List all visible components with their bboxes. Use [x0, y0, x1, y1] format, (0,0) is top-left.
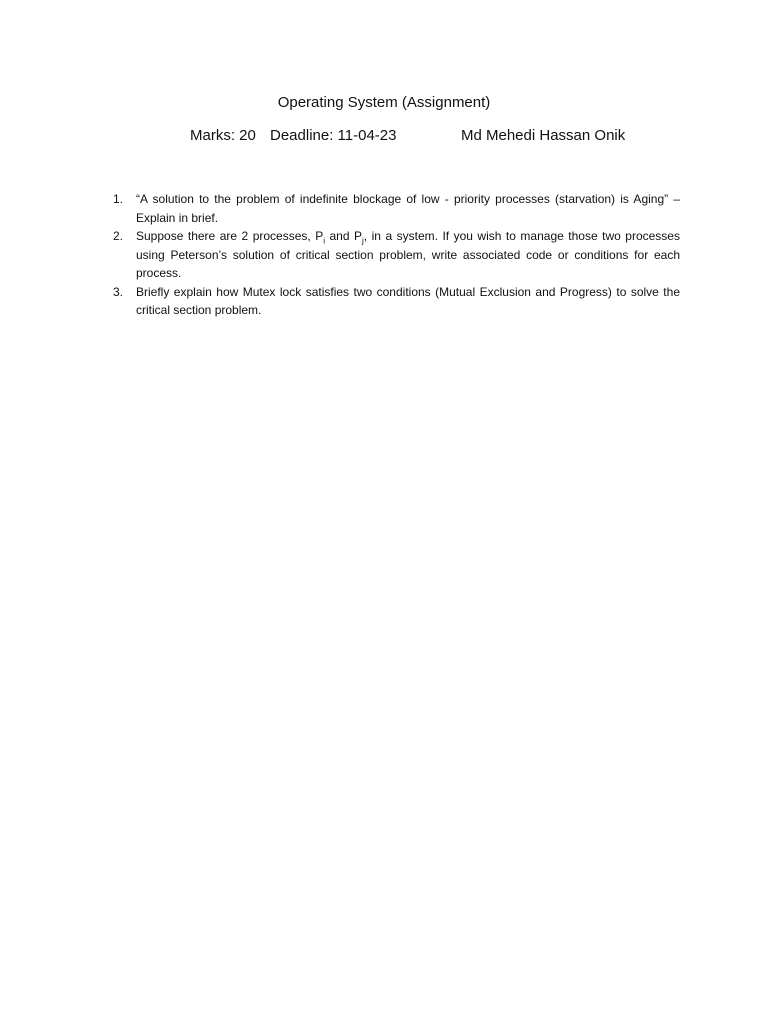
question-text-part: Suppose there are 2 processes, P — [136, 229, 324, 243]
question-text — [136, 229, 680, 280]
question-text-part: and P — [325, 229, 363, 243]
question-item — [106, 190, 680, 227]
deadline-label: Deadline: 11-04-23 — [270, 127, 397, 144]
question-number: 2. — [113, 229, 124, 243]
marks-label: Marks: 20 — [190, 127, 256, 144]
question-item — [106, 227, 680, 283]
question-text: “A solution to the problem of indefinite blockage of low - priority processes (starvation) is Aging” – Explain in brief. — [136, 192, 680, 225]
question-list — [106, 190, 680, 320]
document-title: Operating System (Assignment) — [277, 94, 491, 111]
question-item — [106, 283, 680, 320]
question-number: 3. — [113, 284, 124, 299]
question-number: 1. — [113, 192, 124, 206]
subscript-i: i — [323, 236, 325, 246]
author-name: Md Mehedi Hassan Onik — [461, 127, 626, 144]
question-text-part: , in a system. If you wish to manage those two processes using Peterson’s solution of critical section problem, write associated code or conditions for each process. — [136, 229, 680, 280]
question-text: Briefly explain how Mutex lock satisfies two conditions (Mutual Exclusion and Progress) to solve the critical section problem. — [136, 284, 680, 317]
subscript-j: j — [362, 236, 364, 246]
